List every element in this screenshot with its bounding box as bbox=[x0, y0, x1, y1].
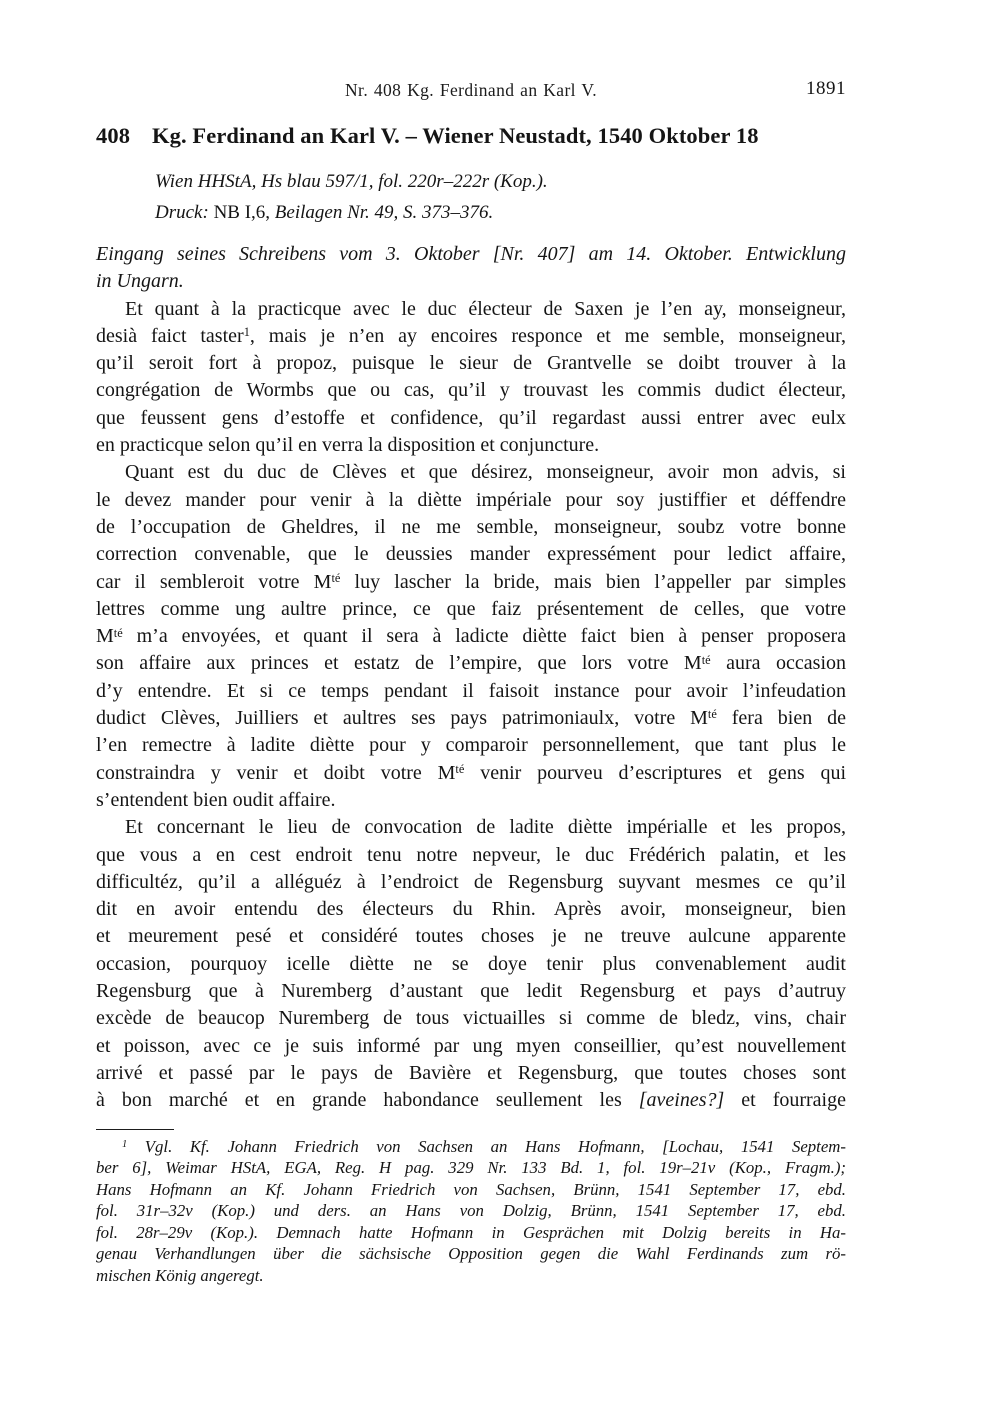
text-line: le devez mander pour venir à la diètte impériale pour soy justiffier et déffendre bbox=[96, 488, 846, 511]
text-line: fol. 28r–29v (Kop.). Demnach hatte Hofmann in Gesprächen mit Dolzig bereits in Ha- bbox=[96, 1222, 846, 1242]
text-line: dit en avoir entendu des électeurs du Rhin. Après avoir, monseigneur, bien bbox=[96, 898, 846, 921]
paragraph bbox=[96, 459, 846, 814]
text-line: Hans Hofmann an Kf. Johann Friedrich von Sachsen, Brünn, 1541 September 17, ebd. bbox=[96, 1179, 846, 1199]
text-line: s’entendent bien oudit affaire. bbox=[96, 788, 336, 811]
summary-regest bbox=[96, 241, 846, 296]
paragraph bbox=[96, 296, 846, 460]
source-print-line bbox=[155, 197, 846, 228]
text-line: que vous a en cest endroit tenu notre nepveur, le duc Frédérich palatin, et les bbox=[96, 843, 846, 866]
text-line: d’y entendre. Et si ce temps pendant il faisoit instance pour avoir l’infeudation bbox=[96, 679, 846, 702]
text-line: en practicque selon qu’il en verra la disposition et conjuncture. bbox=[96, 434, 600, 457]
text-line: de l’occupation de Gheldres, il ne me semble, monseigneur, soubz votre bonne bbox=[96, 515, 846, 538]
text-line: dudict Clèves, Juilliers et aultres ses pays patrimoniaulx, votre $M^{té}$ fera bien de bbox=[96, 707, 846, 730]
text-line: desià faict taster$^1$, mais je n’en ay encoires responce et me semble, monseigneur, bbox=[96, 324, 846, 347]
text-line: constraindra y venir et doibt votre $M^{té}$ venir pourveu d’escriptures et gens qui bbox=[96, 761, 846, 784]
text-line: genau Verhandlungen über die sächsische Opposition gegen die Wahl Ferdinands zum rö- bbox=[96, 1244, 846, 1264]
druck-italic-part: Beilagen Nr. 49, S. 373–376. bbox=[274, 202, 494, 223]
entry-title: Kg. Ferdinand an Karl V. – Wiener Neustadt, 1540 Oktober 18 bbox=[152, 123, 759, 148]
source-archive-line: Wien HHStA, Hs blau 597/1, fol. 220r–222r (Kop.). bbox=[155, 171, 548, 192]
text-line: occasion, pourquoy icelle diètte ne se doye tenir plus convenablement audit bbox=[96, 952, 846, 975]
text-line: que feussent gens d’estoffe et confidence, qu’il regardast aussi entrer avec eulx bbox=[96, 406, 846, 429]
text-block bbox=[96, 0, 846, 1287]
text-line: qu’il seroit fort à propoz, puisque le sieur de Grantvelle se doibt trouver à la bbox=[96, 352, 846, 375]
text-line: ber 6], Weimar HStA, EGA, Reg. H pag. 329 Nr. 133 Bd. 1, fol. 19r–21v (Kop., Fragm.); bbox=[96, 1158, 846, 1178]
text-line: son affaire aux princes et estatz de l’empire, que lors votre $M^{té}$ aura occasion bbox=[96, 652, 846, 675]
entry-number: 408 bbox=[96, 123, 131, 148]
text-line: Eingang seines Schreibens vom 3. Oktober [Nr. 407] am 14. Oktober. Entwicklung bbox=[96, 243, 846, 265]
druck-roman-part: NB I,6, bbox=[208, 202, 275, 223]
letter-body bbox=[96, 296, 846, 1115]
text-line: in Ungarn. bbox=[96, 270, 184, 293]
druck-label: Druck: bbox=[155, 202, 209, 223]
footnote-separator-rule bbox=[96, 1129, 174, 1130]
page-number: 1891 bbox=[806, 78, 846, 99]
text-line: lettres comme ung aultre prince, ce que faiz présentement de celles, que votre bbox=[96, 597, 846, 620]
text-line: fol. 31r–32v (Kop.) und ders. an Hans von Dolzig, Brünn, 1541 September 17, ebd. bbox=[96, 1201, 846, 1221]
text-line: Quant est du duc de Clèves et que désirez, monseigneur, avoir mon advis, si bbox=[125, 461, 846, 484]
text-line: difficultéz, qu’il a alléguéz à l’endroict de Regensburg suyvant mesmes ce qu’il bbox=[96, 870, 846, 893]
text-line: Et concernant le lieu de convocation de ladite diètte impérialle et les propos, bbox=[125, 816, 846, 839]
text-line: excède de beaucop Nuremberg de tous victuailles si comme de bledz, vins, chair bbox=[96, 1007, 846, 1030]
text-line: congrégation de Wormbs que ou cas, qu’il y trouvast les commis dudict électeur, bbox=[96, 379, 846, 402]
running-head: Nr. 408 Kg. Ferdinand an Karl V. bbox=[345, 80, 597, 100]
text-line: mischen König angeregt. bbox=[96, 1266, 264, 1286]
running-head-row bbox=[96, 80, 846, 104]
footnote-text bbox=[96, 1136, 846, 1287]
text-line: et meurement pesé et considéré toutes choses je ne treuve aulcune apparente bbox=[96, 925, 846, 948]
source-block bbox=[155, 166, 846, 228]
text-line: Et quant à la practicque avec le duc électeur de Saxen je l’en ay, monseigneur, bbox=[125, 297, 846, 320]
text-line: car il sembleroit votre $M^{té}$ luy lascher la bride, mais bien l’appeller par simples bbox=[96, 570, 846, 593]
text-line: correction convenable, que le deussies mander expressément pour ledict affaire, bbox=[96, 543, 846, 566]
text-line: Regensburg que à Nuremberg d’austant que ledit Regensburg et pays d’autruy bbox=[96, 980, 846, 1003]
footnote-block bbox=[96, 1129, 846, 1287]
paragraph bbox=[96, 814, 846, 1114]
text-line: $^1$ Vgl. Kf. Johann Friedrich von Sachsen an Hans Hofmann, [Lochau, 1541 Septem- bbox=[122, 1136, 846, 1156]
text-line: l’en remectre à ladite diètte pour y comparoir personnellement, que tant plus le bbox=[96, 734, 846, 757]
entry-heading bbox=[96, 123, 846, 149]
text-line: $M^{té}$ m’a envoyées, et quant il sera à ladicte diètte faict bien à penser proposera bbox=[96, 625, 846, 648]
text-line: et poisson, avec ce je suis informé par ung myen conseillier, qu’est nouvellement bbox=[96, 1034, 846, 1057]
text-line: à bon marché et en grande habondance seullement les [aveines?] et fourraige bbox=[96, 1089, 846, 1112]
text-line: arrivé et passé par le pays de Bavière et Regensburg, que toutes choses sont bbox=[96, 1061, 846, 1084]
